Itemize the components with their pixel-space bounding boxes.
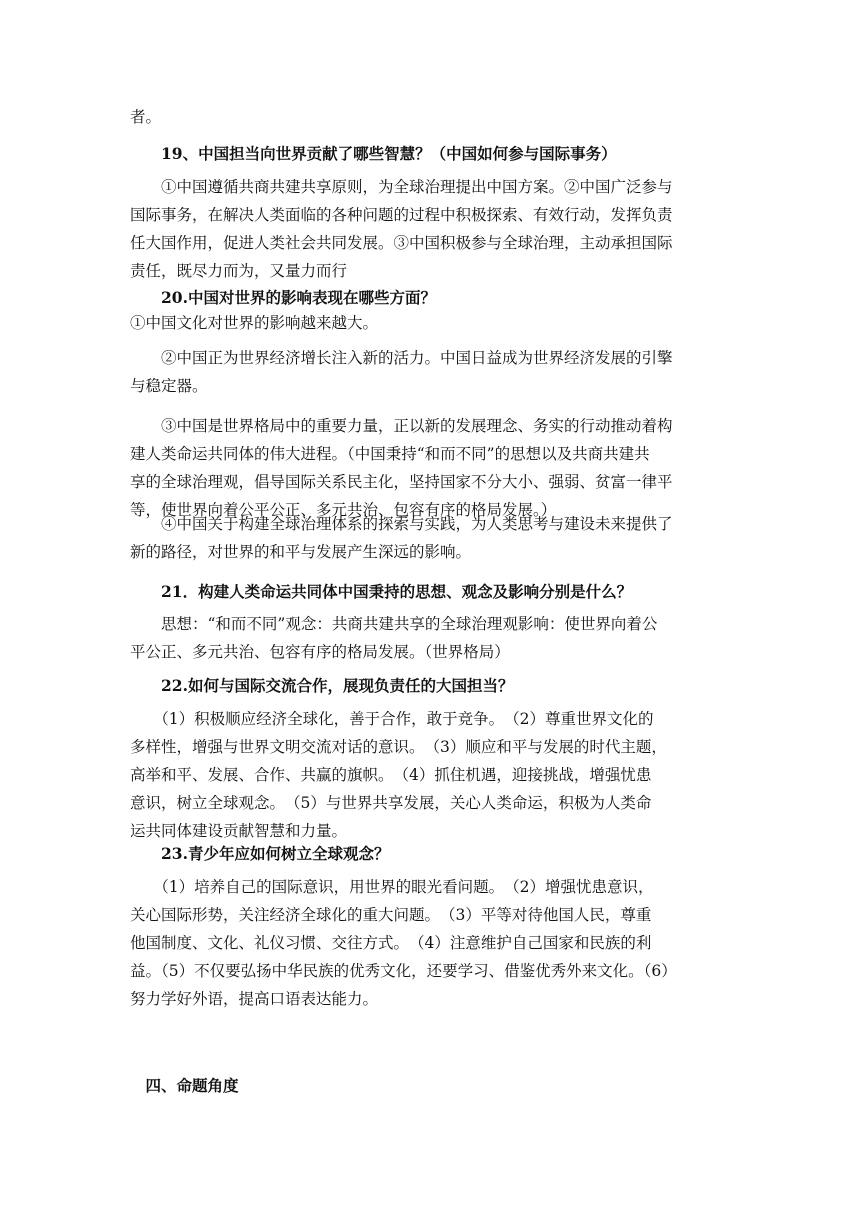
text-line: 多样性，增强与世界文明交流对话的意识。 （3）顺应和平与发展的时代主题， [130, 738, 667, 756]
text-line: 国际事务，在解决人类面临的各种问题的过程中积极探索、有效行动，发挥负责 [130, 206, 673, 224]
text-line: 高举和平、发展、合作、共赢的旗帜。 （4）抓住机遇，迎接挑战，增强忧患 [130, 766, 652, 784]
text-line: 与稳定器。 [130, 377, 208, 395]
text-line: 新的路径，对世界的和平与发展产生深远的影响。 [130, 543, 472, 561]
answer-paragraph [130, 412, 730, 524]
question-heading [130, 284, 730, 312]
text-line: （1）积极顺应经济全球化，善于合作，敢于竞争。 （2）尊重世界文化的 [130, 710, 654, 728]
text-line: 19、中国担当向世界贡献了哪些智慧？（中国如何参与国际事务） [130, 144, 617, 163]
text-line: 享的全球治理观，倡导国际关系民主化，坚持国家不分大小、强弱、贫富一律平 [130, 473, 673, 491]
answer-paragraph [130, 705, 730, 845]
text-line: 思想：“和而不同”观念：共商共建共享的全球治理观影响：使世界向着公 [130, 615, 658, 633]
text-line: ④中国关于构建全球治理体系的探索与实践，为人类思考与建设未来提供了 [130, 515, 673, 533]
text-line: 者。 [130, 108, 162, 126]
answer-paragraph [130, 173, 730, 285]
text-line: ①中国文化对世界的影响越来越大。 [130, 314, 379, 332]
answer-paragraph [130, 610, 730, 666]
question-heading [130, 578, 730, 606]
answer-paragraph [130, 309, 730, 337]
text-line: 四、命题角度 [130, 1076, 239, 1095]
text-line: 等，使世界向着公平公正、多元共治、包容有序的格局发展。） [130, 501, 557, 519]
text-line: 建人类命运共同体的伟大进程。（中国秉持“和而不同”的思想以及共商共建共 [130, 445, 650, 463]
answer-paragraph [130, 344, 730, 400]
text-line: 平公正、多元共治、包容有序的格局发展。（世界格局） [130, 643, 510, 661]
text-line: 关心国际形势，关注经济全球化的重大问题。 （3）平等对待他国人民，尊重 [130, 906, 652, 924]
text-line: 20.中国对世界的影响表现在哪些方面？ [130, 288, 436, 307]
question-heading [130, 672, 730, 700]
question-heading [130, 840, 730, 868]
text-line: 他国制度、文化、礼仪习惯、交往方式。 （4）注意维护自己国家和民族的利 [130, 934, 652, 952]
question-heading [130, 140, 730, 168]
text-line: 责任，既尽力而为，又量力而行 [130, 262, 348, 280]
text-line: ③中国是世界格局中的重要力量，正以新的发展理念、务实的行动推动着构 [130, 417, 673, 435]
text-line: 努力学好外语，提高口语表达能力。 [130, 990, 379, 1008]
text-line: 任大国作用，促进人类社会共同发展。③中国积极参与全球治理，主动承担国际 [130, 234, 673, 252]
text-line: 运共同体建设贡献智慧和力量。 [130, 822, 348, 840]
text-line: 21．构建人类命运共同体中国秉持的思想、观念及影响分别是什么？ [130, 582, 633, 601]
text-line: ②中国正为世界经济增长注入新的活力。中国日益成为世界经济发展的引擎 [130, 349, 673, 367]
text-line: 22.如何与国际交流合作，展现负责任的大国担当？ [130, 676, 514, 695]
text-line: ①中国遵循共商共建共享原则，为全球治理提出中国方案。②中国广泛参与 [130, 178, 673, 196]
answer-paragraph [130, 873, 730, 1013]
text-line: （1）培养自己的国际意识，用世界的眼光看问题。 （2）增强忧患意识， [130, 878, 654, 896]
text-line: 益。（5）不仅要弘扬中华民族的优秀文化，还要学习、借鉴优秀外来文化。（6） [130, 962, 677, 980]
text-line: 意识，树立全球观念。 （5）与世界共享发展，关心人类命运，积极为人类命 [130, 794, 652, 812]
answer-paragraph [130, 510, 730, 566]
section-heading [130, 1072, 730, 1100]
text-line: 23.青少年应如何树立全球观念？ [130, 844, 390, 863]
answer-paragraph [130, 103, 730, 131]
